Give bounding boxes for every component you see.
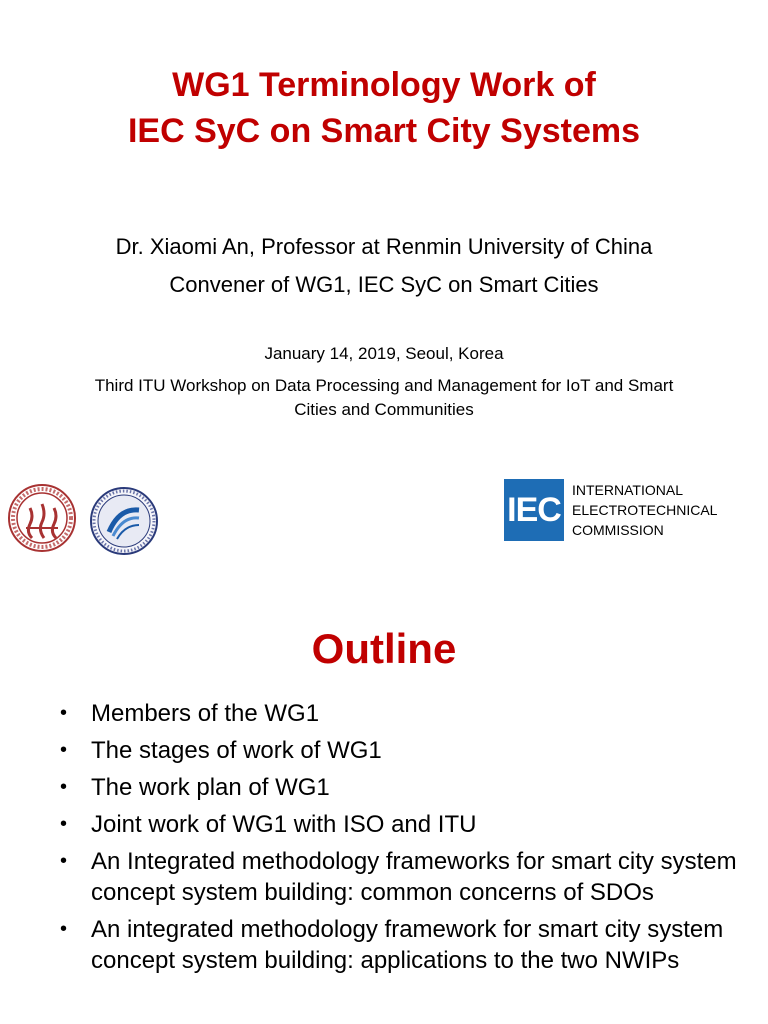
iec-logo-icon	[504, 479, 564, 541]
list-item-text: An Integrated methodology frameworks for smart city system concept system building: common concerns of SDOs	[91, 848, 737, 906]
list-item-text: An integrated methodology framework for smart city system concept system building: applications to the two NWIPs	[91, 916, 724, 974]
bullet-icon: •	[60, 813, 68, 835]
list-item	[0, 809, 768, 840]
list-item-text: Joint work of WG1 with ISO and ITU	[91, 811, 477, 838]
date-location: January 14, 2019, Seoul, Korea	[264, 344, 504, 363]
bullet-icon: •	[60, 739, 68, 761]
bullet-icon: •	[60, 850, 68, 872]
list-item	[0, 735, 768, 766]
outline-slide	[0, 588, 768, 1024]
list-item	[0, 698, 768, 729]
iec-text-line1: INTERNATIONAL	[572, 482, 683, 498]
presenter-line1: Dr. Xiaomi An, Professor at Renmin University of China	[115, 234, 653, 259]
iec-logo-text	[572, 480, 717, 540]
renmin-university-seal-icon	[6, 478, 78, 560]
slide-title-line1: WG1 Terminology Work of	[172, 66, 596, 104]
list-item-text: The work plan of WG1	[91, 774, 330, 801]
list-item	[0, 772, 768, 803]
list-item	[0, 846, 768, 908]
bullet-icon: •	[60, 918, 68, 940]
iec-text-line2: ELECTROTECHNICAL	[572, 502, 718, 518]
list-item-text: Members of the WG1	[91, 700, 320, 727]
event-line2: Cities and Communities	[294, 400, 474, 419]
outline-title: Outline	[311, 625, 457, 672]
iec-logo-mark: IEC	[507, 490, 561, 529]
list-item-text: The stages of work of WG1	[91, 737, 382, 764]
event-line1: Third ITU Workshop on Data Processing and Management for IoT and Smart	[94, 376, 674, 395]
iec-text-line3: COMMISSION	[572, 522, 664, 538]
slide-title-line2: IEC SyC on Smart City Systems	[127, 112, 641, 150]
list-item	[0, 914, 768, 976]
outline-list	[0, 698, 768, 982]
bullet-icon: •	[60, 702, 68, 724]
presenter-line2: Convener of WG1, IEC SyC on Smart Cities	[169, 272, 599, 297]
university-emblem-icon	[89, 486, 159, 556]
bullet-icon: •	[60, 776, 68, 798]
